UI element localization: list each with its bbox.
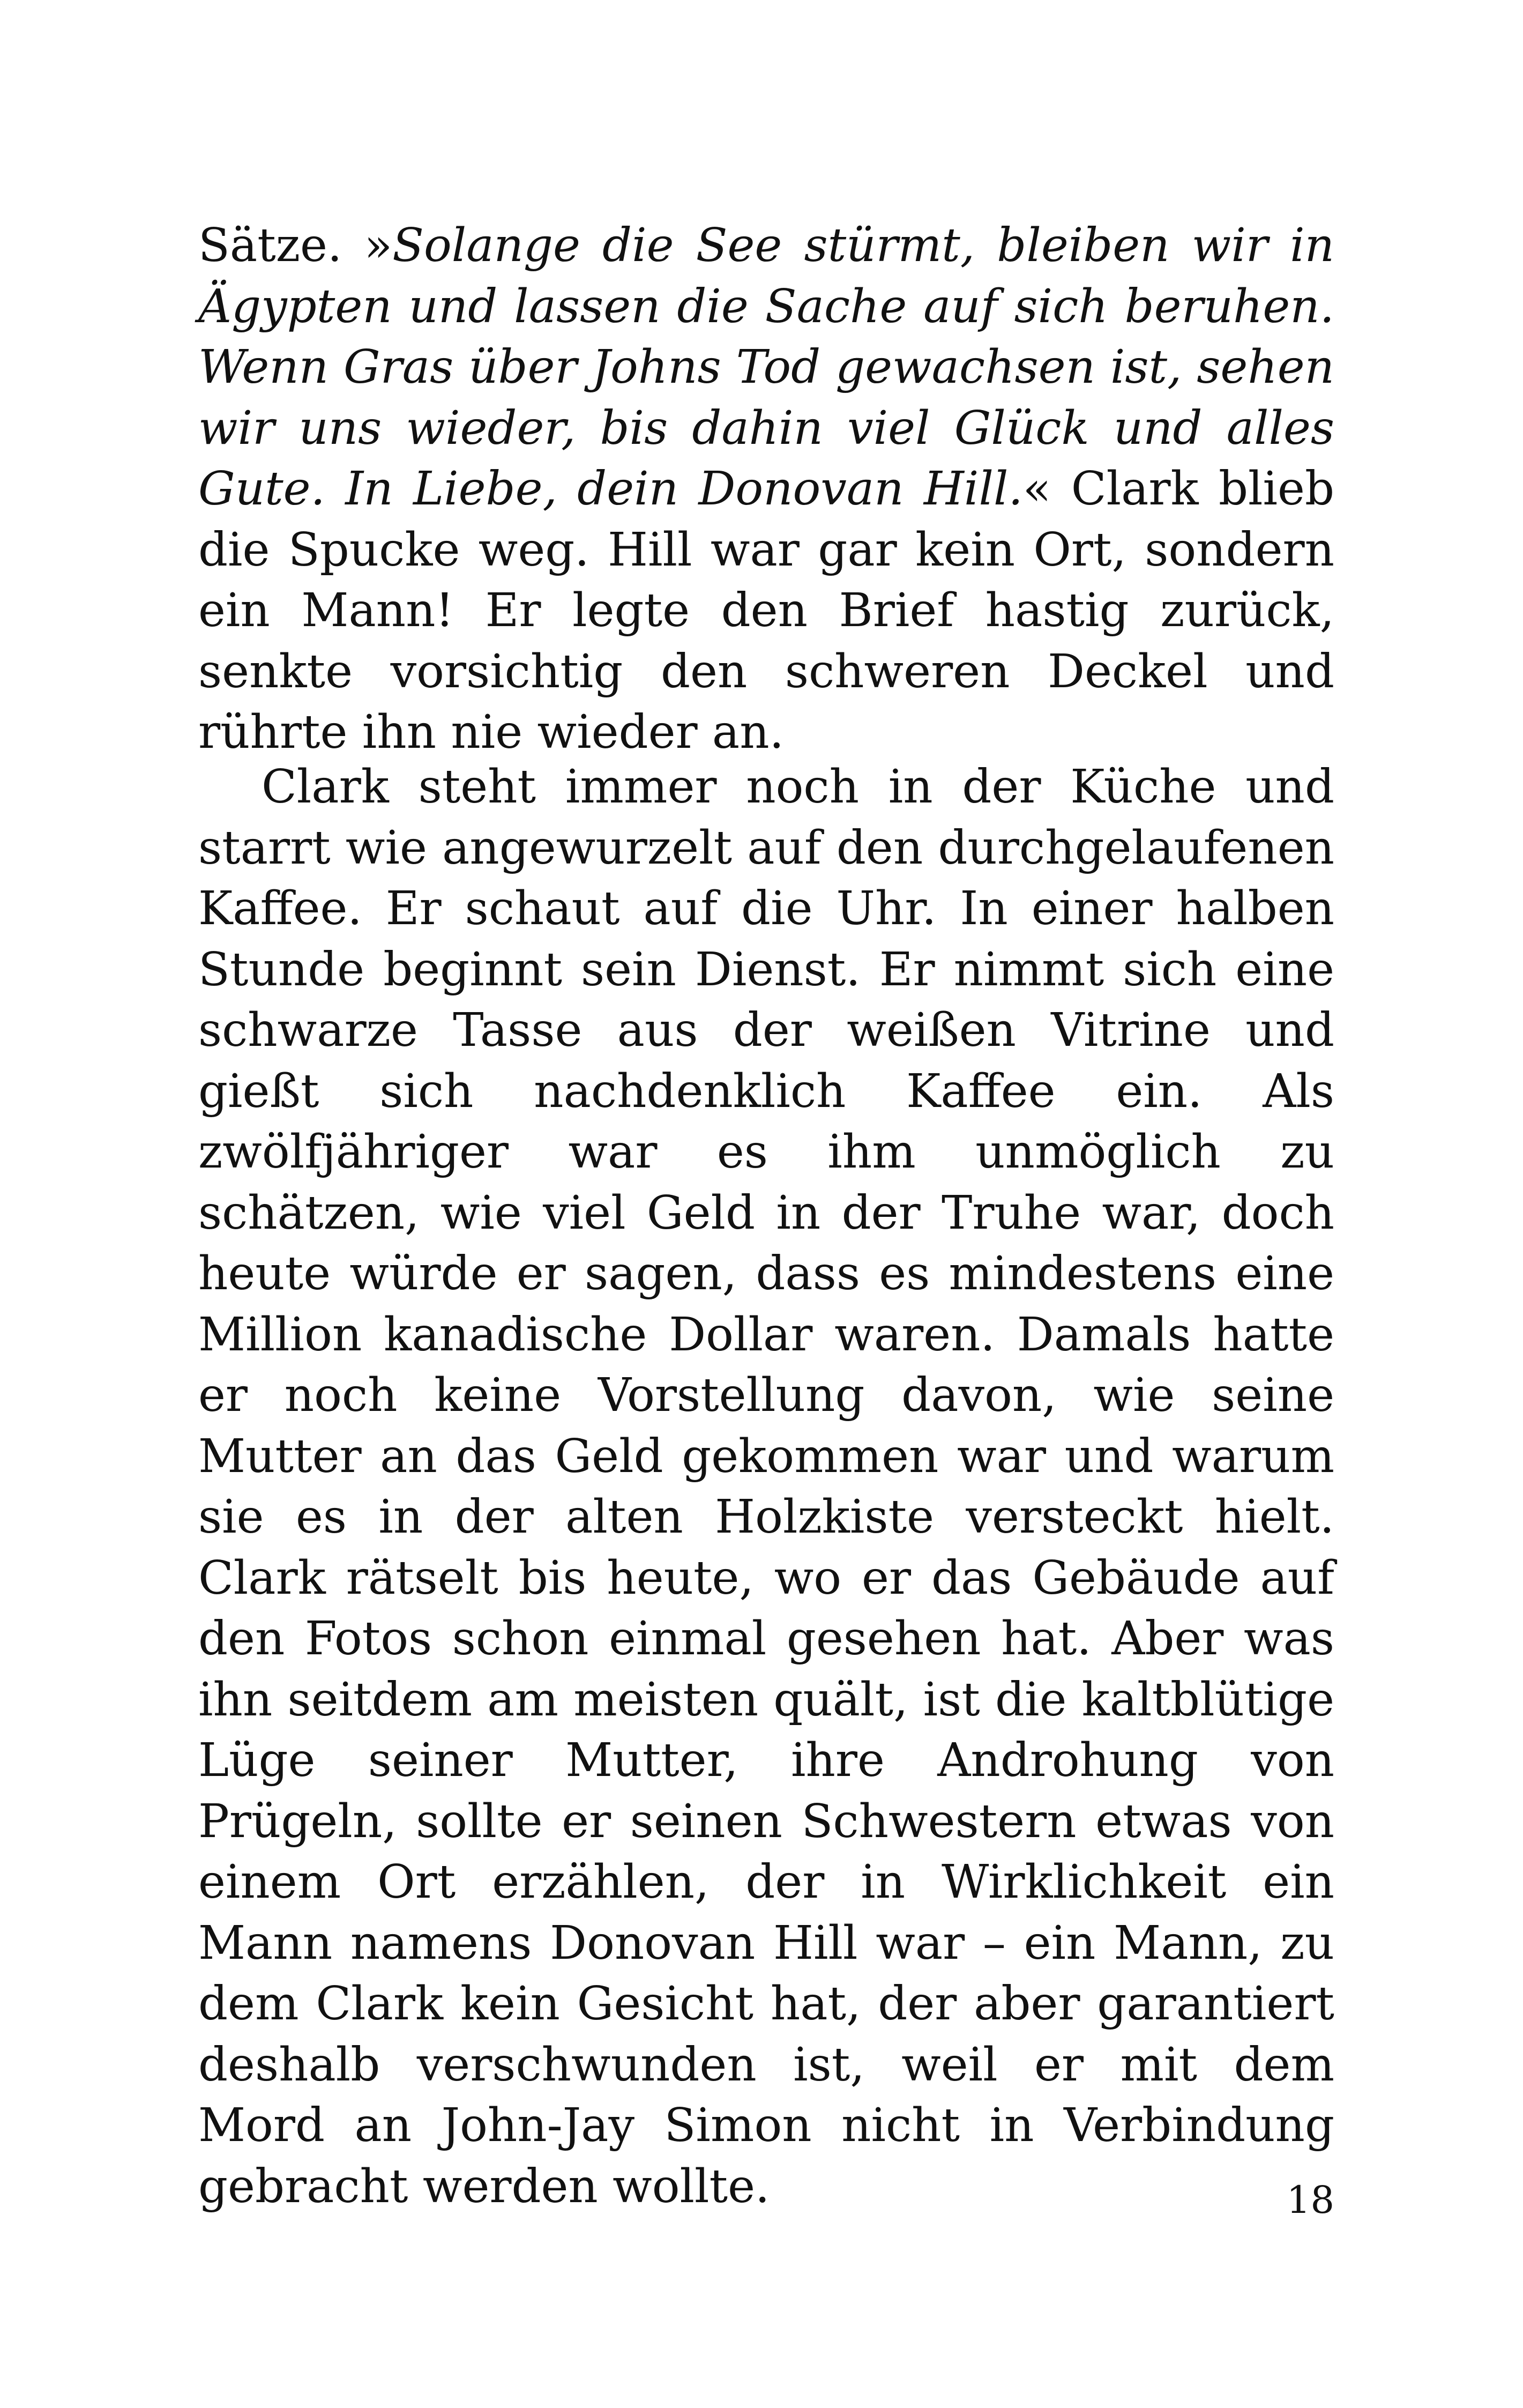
paragraph-letter-ending	[198, 215, 1334, 763]
text-segment: Clark steht immer noch in der Küche und starrt wie angewurzelt auf den durchgelaufenen Kaffee. Er schaut auf die Uhr. In einer halben Stunde beginnt sein Dienst. Er nimmt sich eine schwarze Tasse aus der weißen Vitrine und gießt sich nachdenklich Kaffee ein. Als zwölfjähriger war es ihm unmöglich zu schätzen, wie viel Geld in der Truhe war, doch heute würde er sagen, dass es mindestens eine Million kanadische Dollar waren. Damals hatte er noch keine Vorstellung davon, wie seine Mutter an das Geld gekommen war und warum sie es in der alten Holzkiste versteckt hielt. Clark rätselt bis heute, wo er das Gebäude auf den Fotos schon einmal gesehen hat. Aber was ihn seitdem am meisten quält, ist die kaltblütige Lüge seiner Mutter, ihre Androhung von Prügeln, sollte er seinen Schwestern etwas von einem Ort erzählen, der in Wirklichkeit ein Mann namens Donovan Hill war – ein Mann, zu dem Clark kein Gesicht hat, der aber garantiert deshalb verschwunden ist, weil er mit dem Mord an John-Jay Simon nicht in Verbindung gebracht werden wollte.	[198, 760, 1334, 2213]
page-number: 18	[1286, 2178, 1334, 2222]
text-segment: Sätze. »	[198, 219, 393, 272]
text-segment: « Clark blieb die Spucke weg. Hill war gar kein Ort, sondern ein Mann! Er legte den Brief hastig zurück, senkte vorsichtig den schweren Deckel und rührte ihn nie wieder an.	[198, 462, 1334, 759]
text-segment-italic: Solange die See stürmt, bleiben wir in Ägypten und lassen die Sache auf sich beruhen. Wenn Gras über Johns Tod gewachsen ist, sehen wir uns wieder, bis dahin viel Glück und alles Gute. In Liebe, dein Donovan Hill.	[198, 219, 1334, 516]
paragraph-kitchen-scene	[198, 757, 1334, 2217]
